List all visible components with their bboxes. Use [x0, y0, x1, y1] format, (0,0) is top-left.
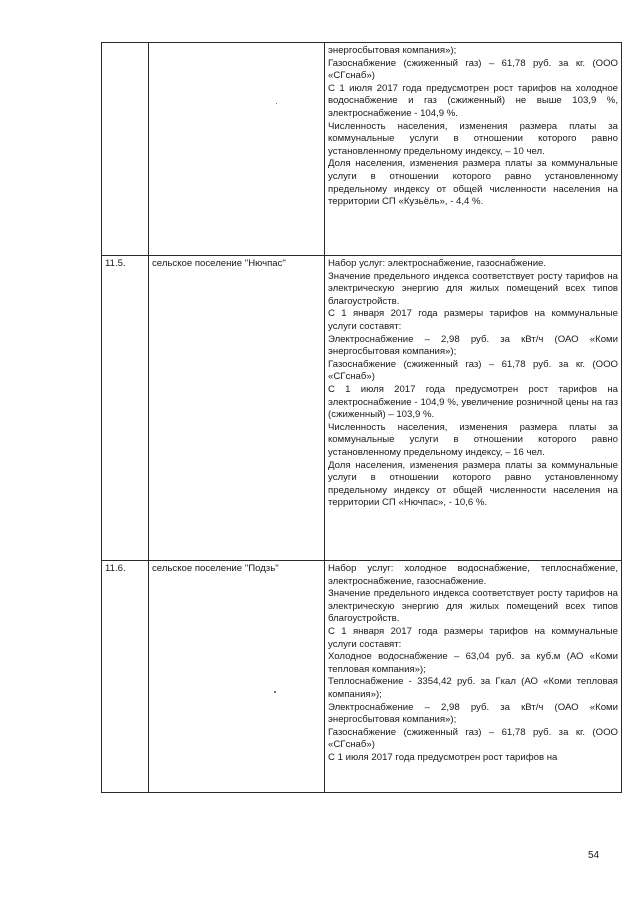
paragraph: Газоснабжение (сжиженный газ) – 61,78 руб. за кг. (ООО «СГснаб»): [328, 57, 618, 82]
row-number-cell: 11.6.: [102, 561, 149, 793]
paragraph: Электроснабжение – 2,98 руб. за кВт/ч (ОАО «Коми энергосбытовая компания»);: [328, 701, 618, 726]
tariff-table: [101, 42, 622, 793]
table-row: [102, 43, 622, 256]
paragraph: Электроснабжение – 2,98 руб. за кВт/ч (ОАО «Коми энергосбытовая компания»);: [328, 333, 618, 358]
scan-speck: [274, 691, 276, 693]
paragraph: Доля населения, изменения размера платы за коммунальные услуги в отношении которого равно установленному предельному индексу от общей численности населения на территории СП «Кузьёль», - 4,4 %.: [328, 158, 618, 208]
settlement-cell: сельское поселение "Нючпас": [149, 256, 325, 561]
settlement-cell: сельское поселение "Подзь": [149, 561, 325, 793]
description-cell: [325, 561, 622, 793]
description-cell: [325, 256, 622, 561]
settlement-cell: [149, 43, 325, 256]
paragraph: Набор услуг: холодное водоснабжение, теплоснабжение, электроснабжение, газоснабжение.: [328, 563, 618, 587]
paragraph: Теплоснабжение - 3354,42 руб. за Гкал (АО «Коми тепловая компания»);: [328, 676, 618, 700]
paragraph: Газоснабжение (сжиженный газ) – 61,78 руб. за кг. (ООО «СГснаб»): [328, 726, 618, 751]
paragraph: Газоснабжение (сжиженный газ) – 61,78 руб. за кг. (ООО «СГснаб»): [328, 358, 618, 383]
paragraph: Значение предельного индекса соответствует росту тарифов на электрическую энергию для жилых помещений всех типов благоустройств.: [328, 588, 618, 625]
row-number-cell: [102, 43, 149, 256]
row-number-cell: 11.5.: [102, 256, 149, 561]
page-number: 54: [588, 850, 600, 861]
paragraph: Численность населения, изменения размера платы за коммунальные услуги в отношении которого равно установленному предельному индексу, – 10 чел.: [328, 120, 618, 157]
paragraph: Значение предельного индекса соответствует росту тарифов на электрическую энергию для жилых помещений всех типов благоустройств.: [328, 270, 618, 307]
paragraph: С 1 января 2017 года размеры тарифов на коммунальные услуги составят:: [328, 625, 618, 650]
table-row: [102, 256, 622, 561]
paragraph: Численность населения, изменения размера платы за коммунальные услуги в отношении которого равно установленному предельному индексу, – 16 чел.: [328, 421, 618, 458]
scan-speck: [276, 103, 277, 104]
paragraph: Набор услуг: электроснабжение, газоснабжение.: [328, 258, 547, 269]
paragraph: С 1 июля 2017 года предусмотрен рост тарифов на холодное водоснабжение и газ (сжиженный) не выше 103,9 %, электроснабжение - 104,9 %.: [328, 82, 618, 119]
paragraph: Холодное водоснабжение – 63,04 руб. за куб.м (АО «Коми тепловая компания»);: [328, 651, 618, 675]
paragraph: С 1 января 2017 года размеры тарифов на коммунальные услуги составят:: [328, 308, 618, 332]
table-row: [102, 561, 622, 793]
description-cell: [325, 43, 622, 256]
paragraph: энергосбытовая компания»);: [328, 45, 457, 56]
paragraph: Доля населения, изменения размера платы за коммунальные услуги в отношении которого равно установленному предельному индексу от общей численности населения на территории СП «Нючпас», - 10,6 %.: [328, 459, 618, 509]
paragraph: С 1 июля 2017 года предусмотрен рост тарифов на электроснабжение - 104,9 %, увеличение розничной цены на газ (сжиженный) – 103,9 %.: [328, 383, 618, 421]
paragraph: С 1 июля 2017 года предусмотрен рост тарифов на: [328, 751, 558, 763]
